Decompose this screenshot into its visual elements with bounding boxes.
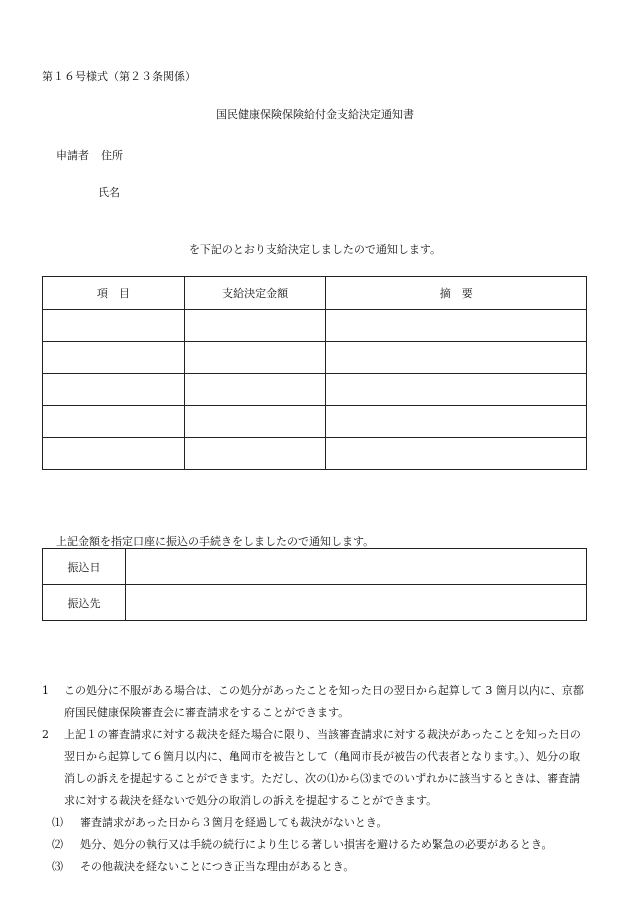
- table-row: [43, 406, 587, 438]
- notice-subitem-2: [42, 834, 590, 856]
- table-cell[interactable]: [184, 406, 326, 438]
- subitem-number: ⑴: [52, 816, 63, 829]
- subitem-text: その他裁決を経ないことにつき正当な理由があるとき。: [80, 860, 355, 873]
- transfer-destination-label: 振込先: [43, 585, 126, 621]
- table-cell[interactable]: [326, 310, 587, 342]
- intro-text: を下記のとおり支給決定しましたので通知します。: [188, 243, 442, 256]
- notice-number: 1: [42, 684, 49, 697]
- table-cell[interactable]: [184, 374, 326, 406]
- table-row: [43, 374, 587, 406]
- document-title: 国民健康保険保険給付金支給決定通知書: [216, 108, 414, 121]
- subitem-text: 審査請求があった日から３箇月を経過しても裁決がないとき。: [80, 816, 388, 829]
- notice-text: 上記１の審査請求に対する裁決を経た場合に限り、当該審査請求に対する裁決があったことを知った日の翌日から起算して６箇月以内に、亀岡市を被告として（亀岡市長が被告の代表者となります。）、処分の取消しの訴えを提起することができます。ただし、次の⑴から⑶までのいずれかに該当するときは、審査請求に対する裁決を経ないで処分の取消しの訴えを提起することができます。: [64, 728, 581, 807]
- header-item: 項 目: [43, 277, 185, 310]
- notice-item-1: [42, 680, 590, 724]
- transfer-table: [42, 548, 587, 621]
- table-header-row: [43, 277, 587, 310]
- notice-number: 2: [42, 728, 49, 741]
- table-cell[interactable]: [43, 342, 185, 374]
- transfer-destination-value[interactable]: [126, 585, 587, 621]
- notice-subitem-3: [42, 856, 590, 878]
- applicant-name-line: [98, 184, 120, 200]
- notice-item-2: [42, 724, 590, 812]
- transfer-date-value[interactable]: [126, 549, 587, 585]
- table-cell[interactable]: [43, 374, 185, 406]
- subitem-number: ⑶: [52, 860, 63, 873]
- table-cell[interactable]: [326, 342, 587, 374]
- header-amount: 支給決定金額: [184, 277, 326, 310]
- form-number: 第１６号様式（第２３条関係）: [42, 70, 196, 83]
- table-cell[interactable]: [43, 406, 185, 438]
- table-row: [43, 438, 587, 470]
- notice-text: この処分に不服がある場合は、この処分があったことを知った日の翌日から起算して 3 箇月以内に、京都府国民健康保険審査会に審査請求をすることができます。: [64, 684, 584, 719]
- table-cell[interactable]: [184, 438, 326, 470]
- notice-subitem-1: [42, 812, 590, 834]
- subitem-number: ⑵: [52, 838, 63, 851]
- table-row: [43, 342, 587, 374]
- table-cell[interactable]: [43, 438, 185, 470]
- table-cell[interactable]: [326, 438, 587, 470]
- table-cell[interactable]: [326, 406, 587, 438]
- transfer-date-row: [43, 549, 587, 585]
- subitem-text: 処分、処分の執行又は手続の続行により生じる著しい損害を避けるため緊急の必要があるとき。: [80, 838, 553, 851]
- table-cell[interactable]: [326, 374, 587, 406]
- payment-table: [42, 276, 587, 470]
- header-summary: 摘 要: [326, 277, 587, 310]
- applicant-label: 申請者: [56, 149, 89, 162]
- table-cell[interactable]: [43, 310, 185, 342]
- applicant-address-line: [56, 147, 123, 163]
- transfer-destination-row: [43, 585, 587, 621]
- address-label: 住所: [101, 149, 123, 162]
- table-row: [43, 310, 587, 342]
- appeal-notice: [42, 680, 590, 878]
- transfer-date-label: 振込日: [43, 549, 126, 585]
- transfer-note: 上記金額を指定口座に振込の手続きをしましたので通知します。: [56, 535, 375, 548]
- table-cell[interactable]: [184, 342, 326, 374]
- name-label: 氏名: [98, 186, 120, 199]
- table-cell[interactable]: [184, 310, 326, 342]
